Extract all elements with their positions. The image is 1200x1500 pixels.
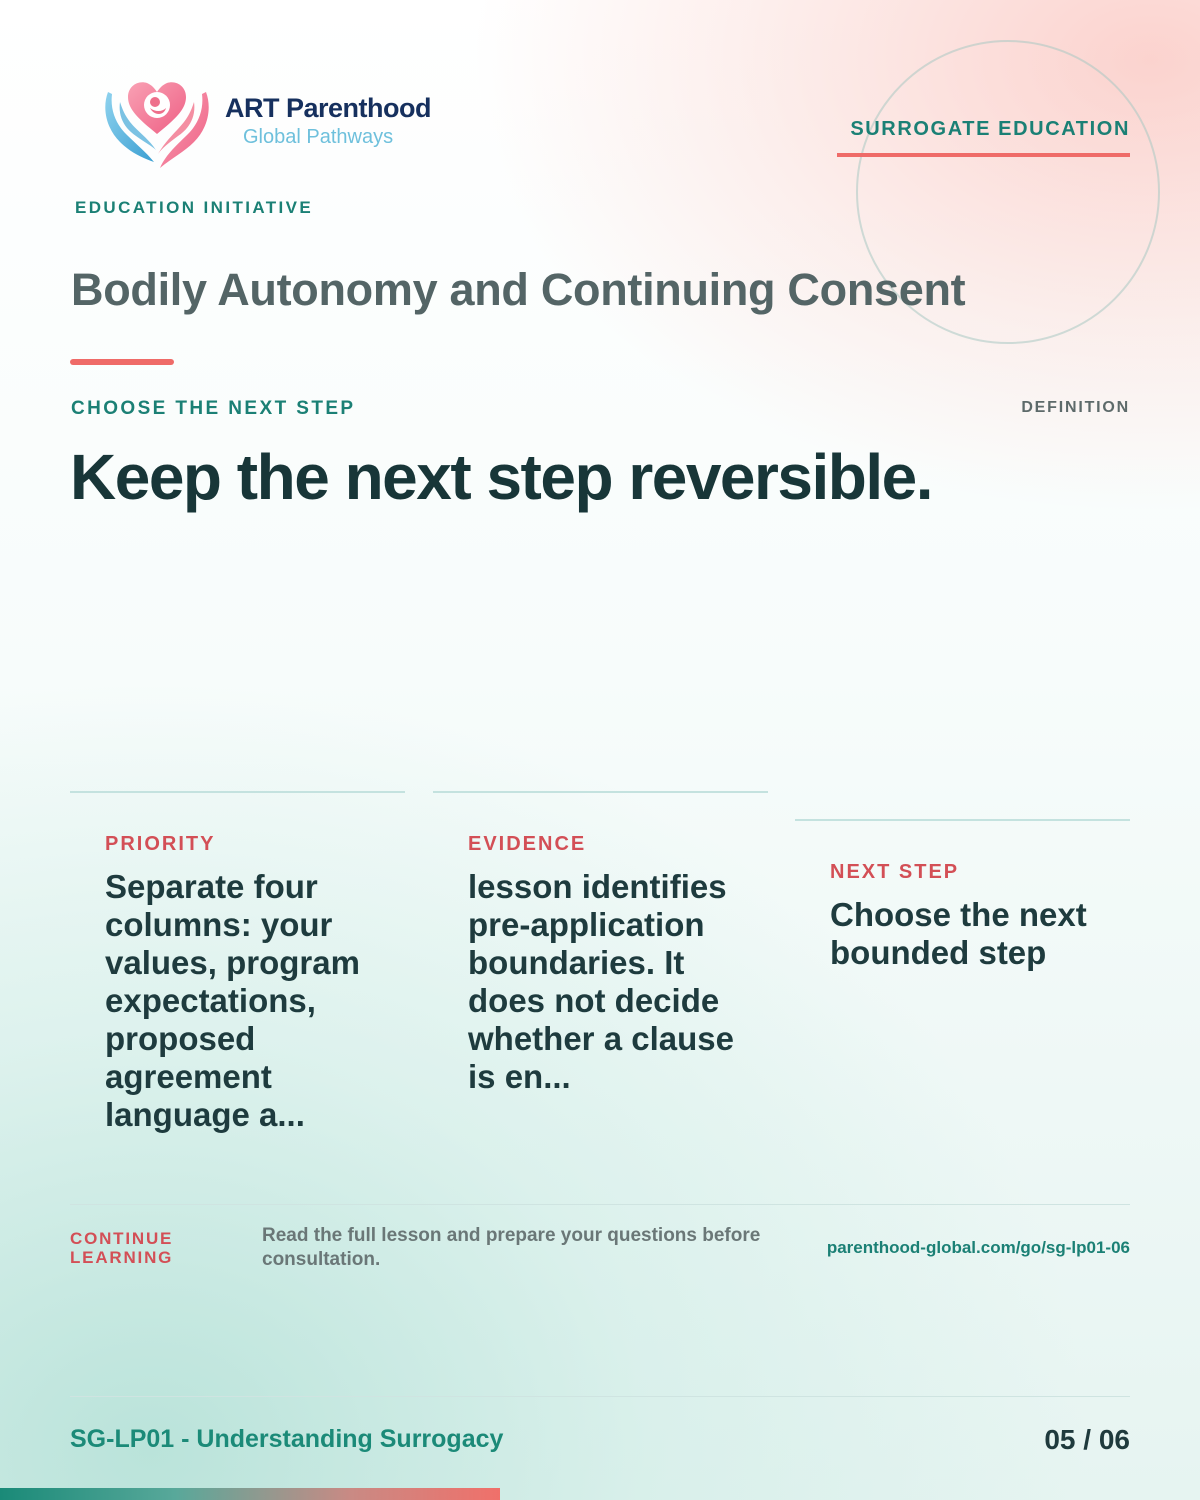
- title-accent-bar: [70, 359, 174, 365]
- brand-tagline: Global Pathways: [243, 126, 394, 148]
- course-code: SG-LP01 - Understanding Surrogacy: [70, 1425, 504, 1453]
- lesson-link[interactable]: parenthood-global.com/go/sg-lp01-06: [826, 1238, 1130, 1257]
- priority-card: [70, 791, 405, 1134]
- page-counter: 05 / 06: [1044, 1424, 1130, 1455]
- continue-learning-label: CONTINUE LEARNING: [70, 1229, 174, 1267]
- card-kicker: PRIORITY: [105, 833, 216, 855]
- card-rule: [795, 819, 1130, 821]
- brand-name: ART Parenthood: [225, 93, 431, 123]
- cta-text: Read the full lesson and prepare your questions before consultation.: [262, 1225, 761, 1270]
- step-label: CHOOSE THE NEXT STEP: [71, 398, 356, 419]
- brand-logo: [100, 72, 215, 172]
- progress-bar: [0, 1488, 500, 1500]
- card-kicker: EVIDENCE: [468, 833, 587, 855]
- section-label: DEFINITION: [1021, 399, 1130, 416]
- category-tag: SURROGATE EDUCATION: [850, 118, 1130, 140]
- card-body: Choose the next bounded step: [830, 896, 1087, 971]
- section-divider: [70, 1204, 1130, 1205]
- evidence-card: [433, 791, 768, 1096]
- card-kicker: NEXT STEP: [830, 861, 960, 883]
- footer-divider: [70, 1396, 1130, 1397]
- hands-heart-baby-logo-icon: [100, 72, 215, 172]
- card-rule: [70, 791, 405, 793]
- lesson-title: Bodily Autonomy and Continuing Consent: [71, 264, 966, 315]
- headline: Keep the next step reversible.: [70, 441, 933, 513]
- card-body: Separate four columns: your values, program expectations, proposed agreement language a...: [105, 868, 360, 1133]
- category-underline: [837, 153, 1130, 157]
- next-step-card: [795, 819, 1130, 972]
- initiative-label: EDUCATION INITIATIVE: [75, 198, 314, 217]
- card-body: lesson identifies pre-application boundaries. It does not decide whether a clause is en...: [468, 868, 734, 1095]
- card-rule: [433, 791, 768, 793]
